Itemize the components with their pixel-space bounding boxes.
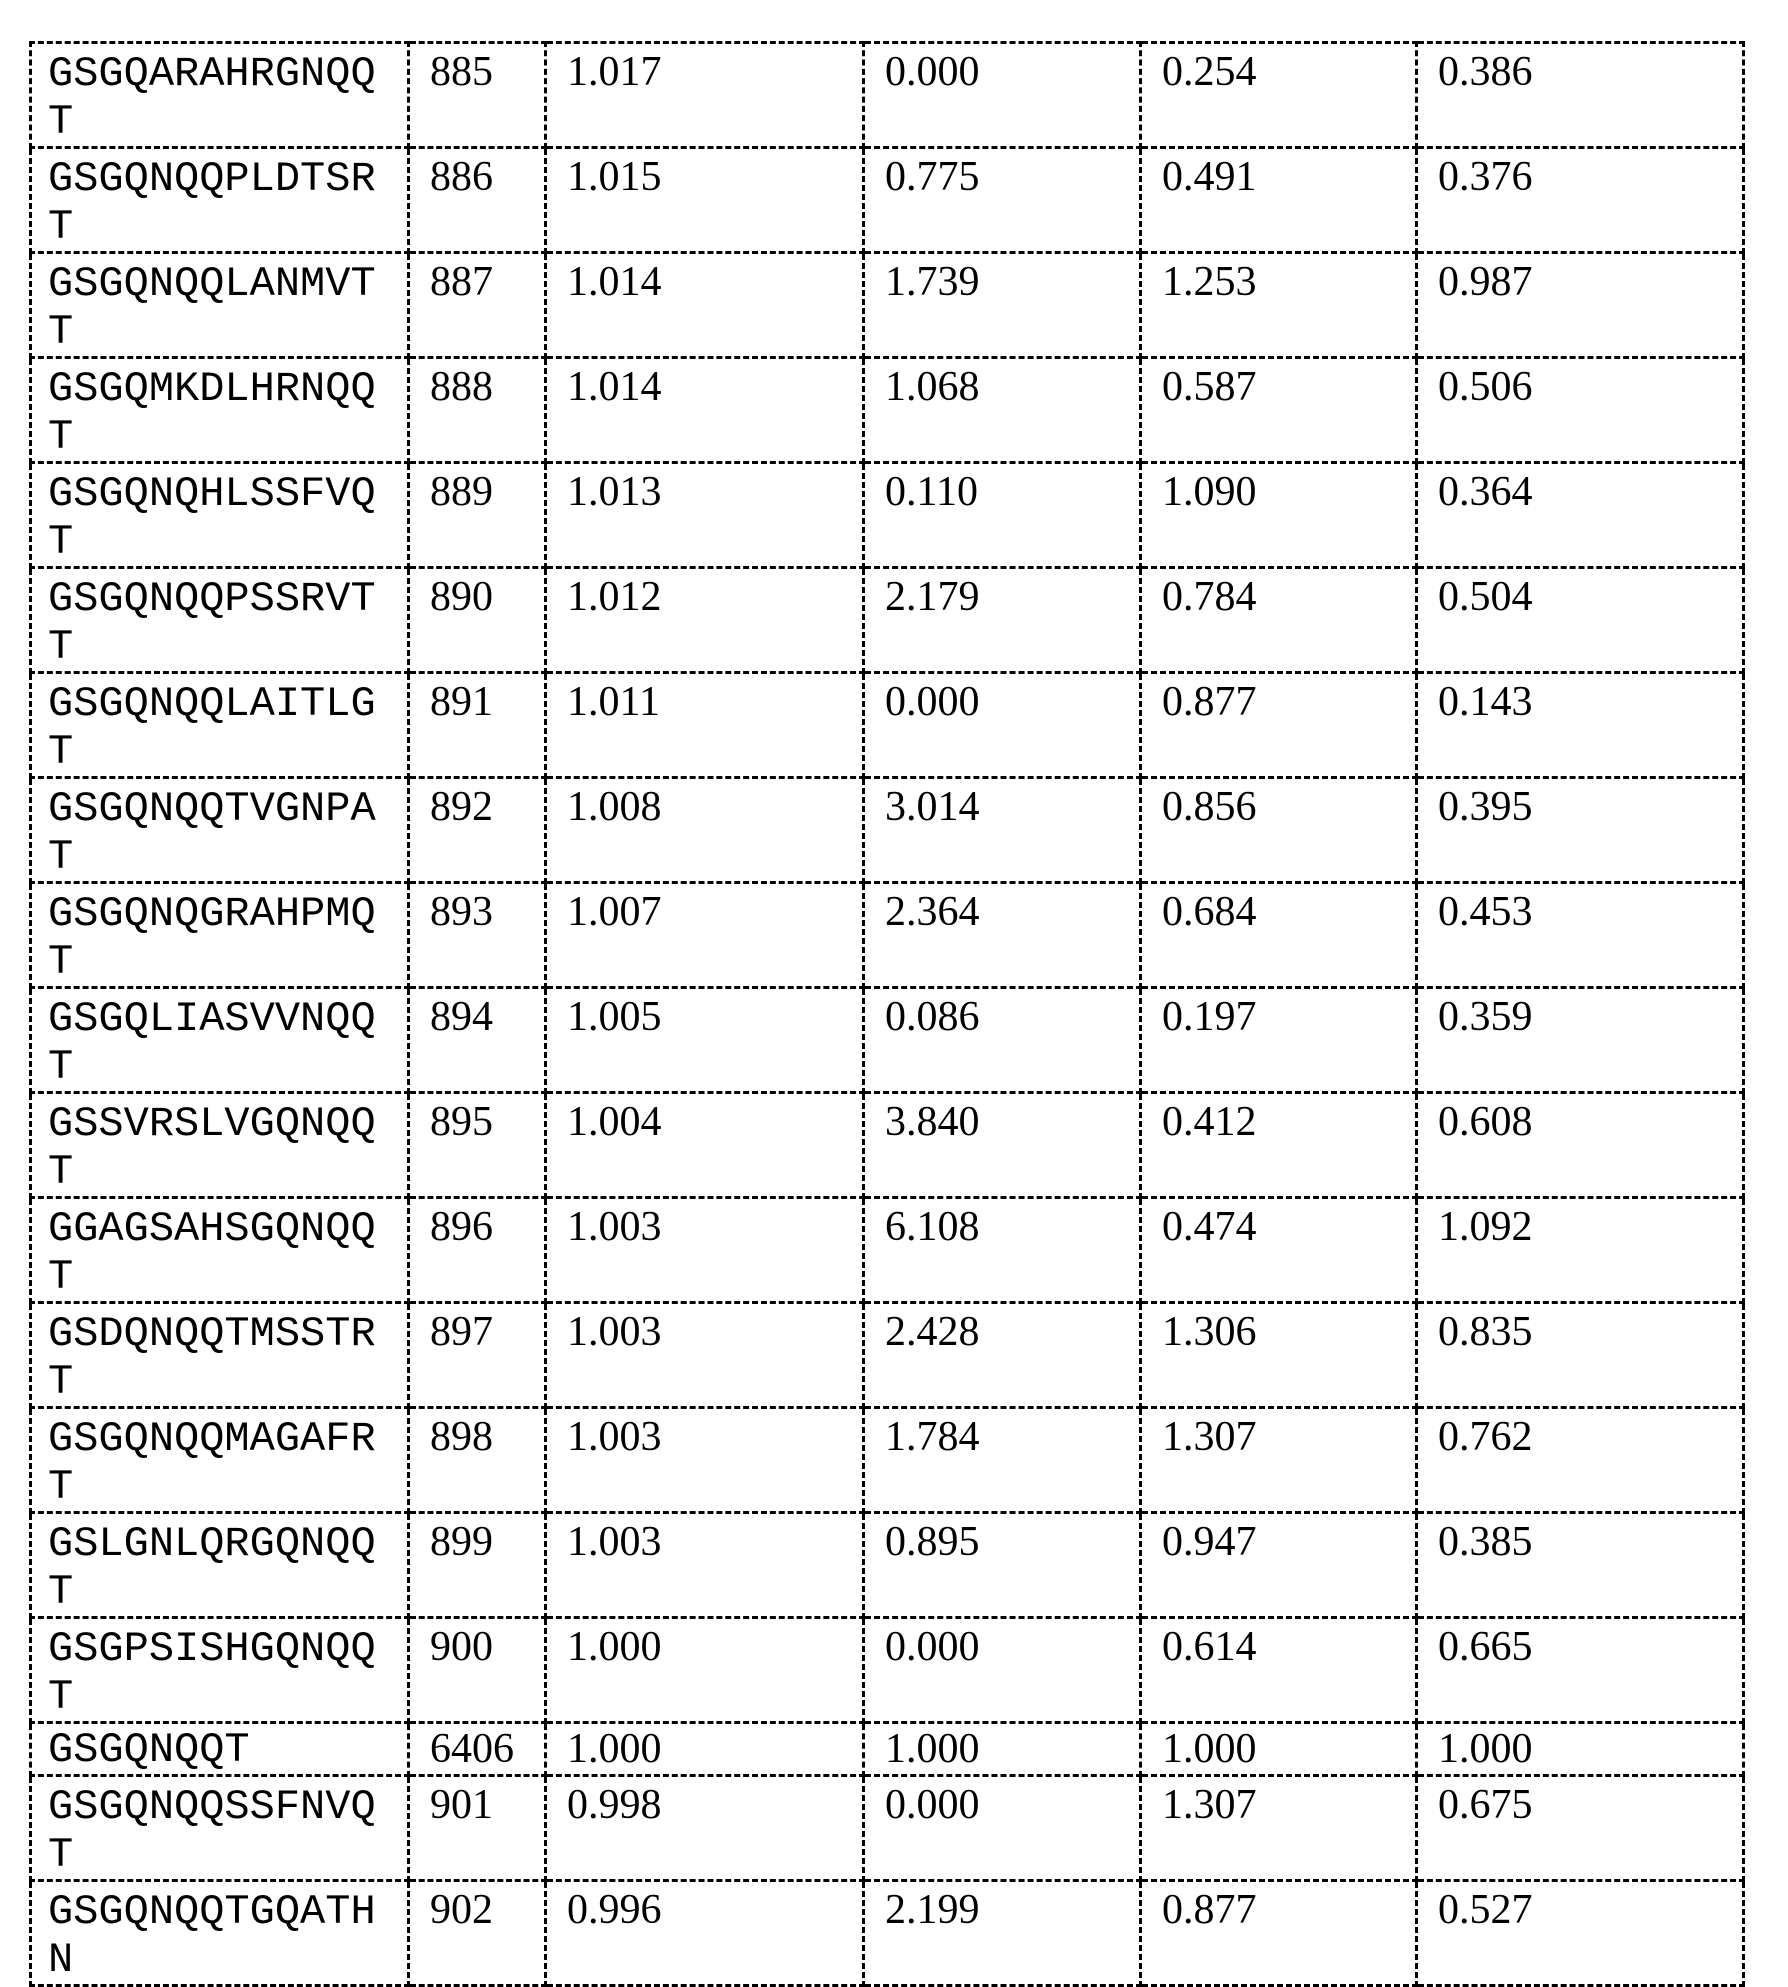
table-row	[31, 43, 1744, 148]
sequence-cell: GSGQNQQTVGNPAT	[31, 778, 409, 883]
value-cell: 0.000	[864, 1776, 1141, 1881]
value-cell: 0.385	[1417, 1513, 1744, 1618]
value-cell: 1.014	[546, 253, 864, 358]
seq-id-cell: 895	[409, 1093, 546, 1198]
value-cell: 0.987	[1417, 253, 1744, 358]
table-body	[31, 43, 1744, 1986]
seq-id-cell: 899	[409, 1513, 546, 1618]
value-cell: 0.665	[1417, 1618, 1744, 1723]
seq-id-cell: 891	[409, 673, 546, 778]
sequence-cell: GSGQNQQSSFNVQT	[31, 1776, 409, 1881]
seq-id-cell: 888	[409, 358, 546, 463]
value-cell: 0.587	[1141, 358, 1417, 463]
value-cell: 0.491	[1141, 148, 1417, 253]
sequence-cell: GSGQNQQTGQATHN	[31, 1881, 409, 1986]
value-cell: 0.000	[864, 673, 1141, 778]
value-cell: 0.359	[1417, 988, 1744, 1093]
value-cell: 1.307	[1141, 1776, 1417, 1881]
seq-id-cell: 894	[409, 988, 546, 1093]
table-row	[31, 1198, 1744, 1303]
seq-id-cell: 896	[409, 1198, 546, 1303]
value-cell: 0.895	[864, 1513, 1141, 1618]
sequence-cell: GSLGNLQRGQNQQT	[31, 1513, 409, 1618]
table-row	[31, 673, 1744, 778]
value-cell: 0.684	[1141, 883, 1417, 988]
table-row	[31, 1303, 1744, 1408]
seq-id-cell: 889	[409, 463, 546, 568]
value-cell: 1.068	[864, 358, 1141, 463]
seq-id-cell: 897	[409, 1303, 546, 1408]
sequence-cell: GSGQLIASVVNQQT	[31, 988, 409, 1093]
seq-id-cell: 902	[409, 1881, 546, 1986]
value-cell: 1.012	[546, 568, 864, 673]
value-cell: 1.013	[546, 463, 864, 568]
value-cell: 1.014	[546, 358, 864, 463]
value-cell: 1.306	[1141, 1303, 1417, 1408]
sequence-cell: GSGPSISHGQNQQT	[31, 1618, 409, 1723]
value-cell: 1.000	[864, 1723, 1141, 1776]
sequence-cell: GSGQNQQLANMVTT	[31, 253, 409, 358]
table-row	[31, 1093, 1744, 1198]
seq-id-cell: 887	[409, 253, 546, 358]
seq-id-cell: 890	[409, 568, 546, 673]
sequence-cell: GSGQNQHLSSFVQT	[31, 463, 409, 568]
value-cell: 2.199	[864, 1881, 1141, 1986]
value-cell: 1.000	[1417, 1723, 1744, 1776]
table-row	[31, 1776, 1744, 1881]
value-cell: 0.675	[1417, 1776, 1744, 1881]
value-cell: 0.474	[1141, 1198, 1417, 1303]
value-cell: 0.412	[1141, 1093, 1417, 1198]
seq-id-cell: 6406	[409, 1723, 546, 1776]
value-cell: 1.004	[546, 1093, 864, 1198]
value-cell: 0.395	[1417, 778, 1744, 883]
table-row	[31, 883, 1744, 988]
table-row	[31, 1408, 1744, 1513]
seq-id-cell: 901	[409, 1776, 546, 1881]
value-cell: 0.453	[1417, 883, 1744, 988]
seq-id-cell: 900	[409, 1618, 546, 1723]
value-cell: 0.143	[1417, 673, 1744, 778]
value-cell: 0.784	[1141, 568, 1417, 673]
value-cell: 0.504	[1417, 568, 1744, 673]
value-cell: 0.197	[1141, 988, 1417, 1093]
value-cell: 0.877	[1141, 1881, 1417, 1986]
seq-id-cell: 898	[409, 1408, 546, 1513]
value-cell: 0.608	[1417, 1093, 1744, 1198]
value-cell: 2.179	[864, 568, 1141, 673]
value-cell: 0.364	[1417, 463, 1744, 568]
value-cell: 3.840	[864, 1093, 1141, 1198]
sequence-cell: GSGQNQQT	[31, 1723, 409, 1776]
value-cell: 0.086	[864, 988, 1141, 1093]
value-cell: 0.506	[1417, 358, 1744, 463]
value-cell: 1.005	[546, 988, 864, 1093]
value-cell: 1.003	[546, 1513, 864, 1618]
value-cell: 1.090	[1141, 463, 1417, 568]
value-cell: 0.877	[1141, 673, 1417, 778]
sequence-cell: GSGQNQQPSSRVTT	[31, 568, 409, 673]
table-row	[31, 988, 1744, 1093]
seq-id-cell: 892	[409, 778, 546, 883]
table-row	[31, 148, 1744, 253]
value-cell: 0.998	[546, 1776, 864, 1881]
table-row	[31, 358, 1744, 463]
value-cell: 1.011	[546, 673, 864, 778]
value-cell: 1.739	[864, 253, 1141, 358]
value-cell: 1.003	[546, 1198, 864, 1303]
value-cell: 0.762	[1417, 1408, 1744, 1513]
sequence-cell: GSGQNQQLAITLGT	[31, 673, 409, 778]
value-cell: 3.014	[864, 778, 1141, 883]
table-row	[31, 1881, 1744, 1986]
sequence-data-table	[29, 41, 1745, 1987]
value-cell: 1.000	[1141, 1723, 1417, 1776]
value-cell: 1.003	[546, 1303, 864, 1408]
value-cell: 1.784	[864, 1408, 1141, 1513]
table-row	[31, 568, 1744, 673]
value-cell: 0.000	[864, 43, 1141, 148]
sequence-cell: GSGQNQQPLDTSRT	[31, 148, 409, 253]
value-cell: 1.092	[1417, 1198, 1744, 1303]
value-cell: 1.008	[546, 778, 864, 883]
value-cell: 2.364	[864, 883, 1141, 988]
value-cell: 0.110	[864, 463, 1141, 568]
sequence-cell: GGAGSAHSGQNQQT	[31, 1198, 409, 1303]
sequence-cell: GSGQARAHRGNQQT	[31, 43, 409, 148]
value-cell: 0.527	[1417, 1881, 1744, 1986]
table-row	[31, 1513, 1744, 1618]
seq-id-cell: 886	[409, 148, 546, 253]
value-cell: 0.254	[1141, 43, 1417, 148]
sequence-cell: GSGQNQQMAGAFRT	[31, 1408, 409, 1513]
table-row	[31, 463, 1744, 568]
value-cell: 0.614	[1141, 1618, 1417, 1723]
value-cell: 0.000	[864, 1618, 1141, 1723]
value-cell: 0.996	[546, 1881, 864, 1986]
sequence-cell: GSDQNQQTMSSTRT	[31, 1303, 409, 1408]
table-row	[31, 1618, 1744, 1723]
table-row	[31, 778, 1744, 883]
value-cell: 1.307	[1141, 1408, 1417, 1513]
value-cell: 0.856	[1141, 778, 1417, 883]
seq-id-cell: 893	[409, 883, 546, 988]
table-row	[31, 1723, 1744, 1776]
value-cell: 1.003	[546, 1408, 864, 1513]
value-cell: 0.775	[864, 148, 1141, 253]
table-row	[31, 253, 1744, 358]
value-cell: 1.253	[1141, 253, 1417, 358]
value-cell: 1.007	[546, 883, 864, 988]
value-cell: 1.015	[546, 148, 864, 253]
value-cell: 1.017	[546, 43, 864, 148]
value-cell: 1.000	[546, 1723, 864, 1776]
value-cell: 0.947	[1141, 1513, 1417, 1618]
value-cell: 0.835	[1417, 1303, 1744, 1408]
value-cell: 0.386	[1417, 43, 1744, 148]
value-cell: 1.000	[546, 1618, 864, 1723]
value-cell: 2.428	[864, 1303, 1141, 1408]
value-cell: 6.108	[864, 1198, 1141, 1303]
seq-id-cell: 885	[409, 43, 546, 148]
sequence-cell: GSGQNQGRAHPMQT	[31, 883, 409, 988]
sequence-cell: GSSVRSLVGQNQQT	[31, 1093, 409, 1198]
value-cell: 0.376	[1417, 148, 1744, 253]
sequence-cell: GSGQMKDLHRNQQT	[31, 358, 409, 463]
